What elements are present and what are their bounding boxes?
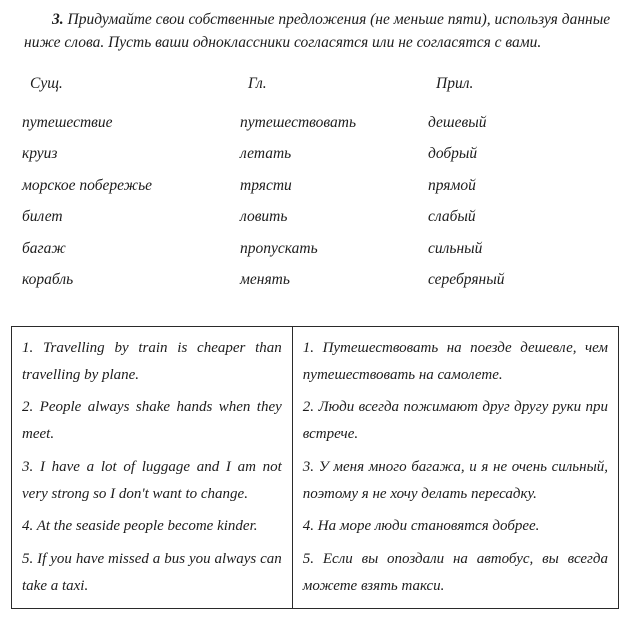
english-sentence: 5. If you have missed a bus you always can take a taxi.	[22, 550, 282, 594]
word-adjective: сильный	[428, 239, 483, 257]
exercise-instructions-text: Придумайте свои собственные предложения (не меньше пяти), используя данные ниже слова. Пусть ваши одноклассники согласятся или не согласятся с вами.	[24, 11, 611, 52]
word-verb: пропускать	[240, 239, 318, 257]
exercise-instructions	[24, 8, 616, 55]
answer-cell-russian	[292, 326, 618, 609]
word-verb: путешествовать	[240, 113, 357, 131]
word-verb: трясти	[240, 176, 292, 194]
word-column-adjectives-header: Прил.	[436, 74, 474, 92]
word-adjective: дешевый	[428, 113, 487, 131]
word-noun: корабль	[22, 271, 74, 288]
russian-sentence: 5. Если вы опоздали на автобус, вы всегда можете взять такси.	[302, 550, 608, 594]
english-sentence: 3. I have a lot of luggage and I am not very strong so I don't want to change.	[22, 458, 282, 502]
word-verb: ловить	[240, 208, 288, 225]
word-column-adjectives	[428, 71, 616, 296]
answer-cell-english	[12, 326, 293, 609]
answer-table	[11, 326, 619, 610]
word-noun: круиз	[22, 145, 58, 162]
word-verb: менять	[240, 271, 290, 288]
word-noun: билет	[22, 208, 63, 225]
russian-sentence: 3. У меня много багажа, и я не очень сильный, поэтому я не хочу делать пересадку.	[302, 458, 608, 502]
word-adjective: слабый	[428, 208, 476, 225]
word-adjective: добрый	[428, 145, 478, 162]
word-adjective: серебряный	[428, 271, 505, 288]
english-sentence: 4. At the seaside people become kinder.	[22, 518, 258, 535]
word-column-nouns-header: Сущ.	[30, 74, 63, 92]
word-table	[22, 71, 616, 296]
english-sentence: 1. Travelling by train is cheaper than travelling by plane.	[22, 339, 282, 383]
word-column-verbs	[240, 71, 428, 296]
word-noun: багаж	[22, 239, 66, 257]
russian-sentence: 4. На море люди становятся добрее.	[302, 518, 540, 535]
word-noun: морское побережье	[22, 176, 153, 194]
exercise-number: 3.	[52, 11, 64, 28]
russian-sentence: 2. Люди всегда пожимают друг другу руки при встрече.	[302, 399, 608, 443]
word-verb: летать	[240, 145, 292, 162]
word-column-verbs-header: Гл.	[248, 74, 267, 92]
word-adjective: прямой	[428, 176, 476, 194]
russian-sentence: 1. Путешествовать на поезде дешевле, чем путешествовать на самолете.	[302, 339, 608, 383]
english-sentence: 2. People always shake hands when they meet.	[22, 399, 282, 443]
word-noun: путешествие	[22, 113, 113, 131]
answer-table-row	[12, 326, 619, 609]
word-column-nouns	[22, 71, 240, 296]
